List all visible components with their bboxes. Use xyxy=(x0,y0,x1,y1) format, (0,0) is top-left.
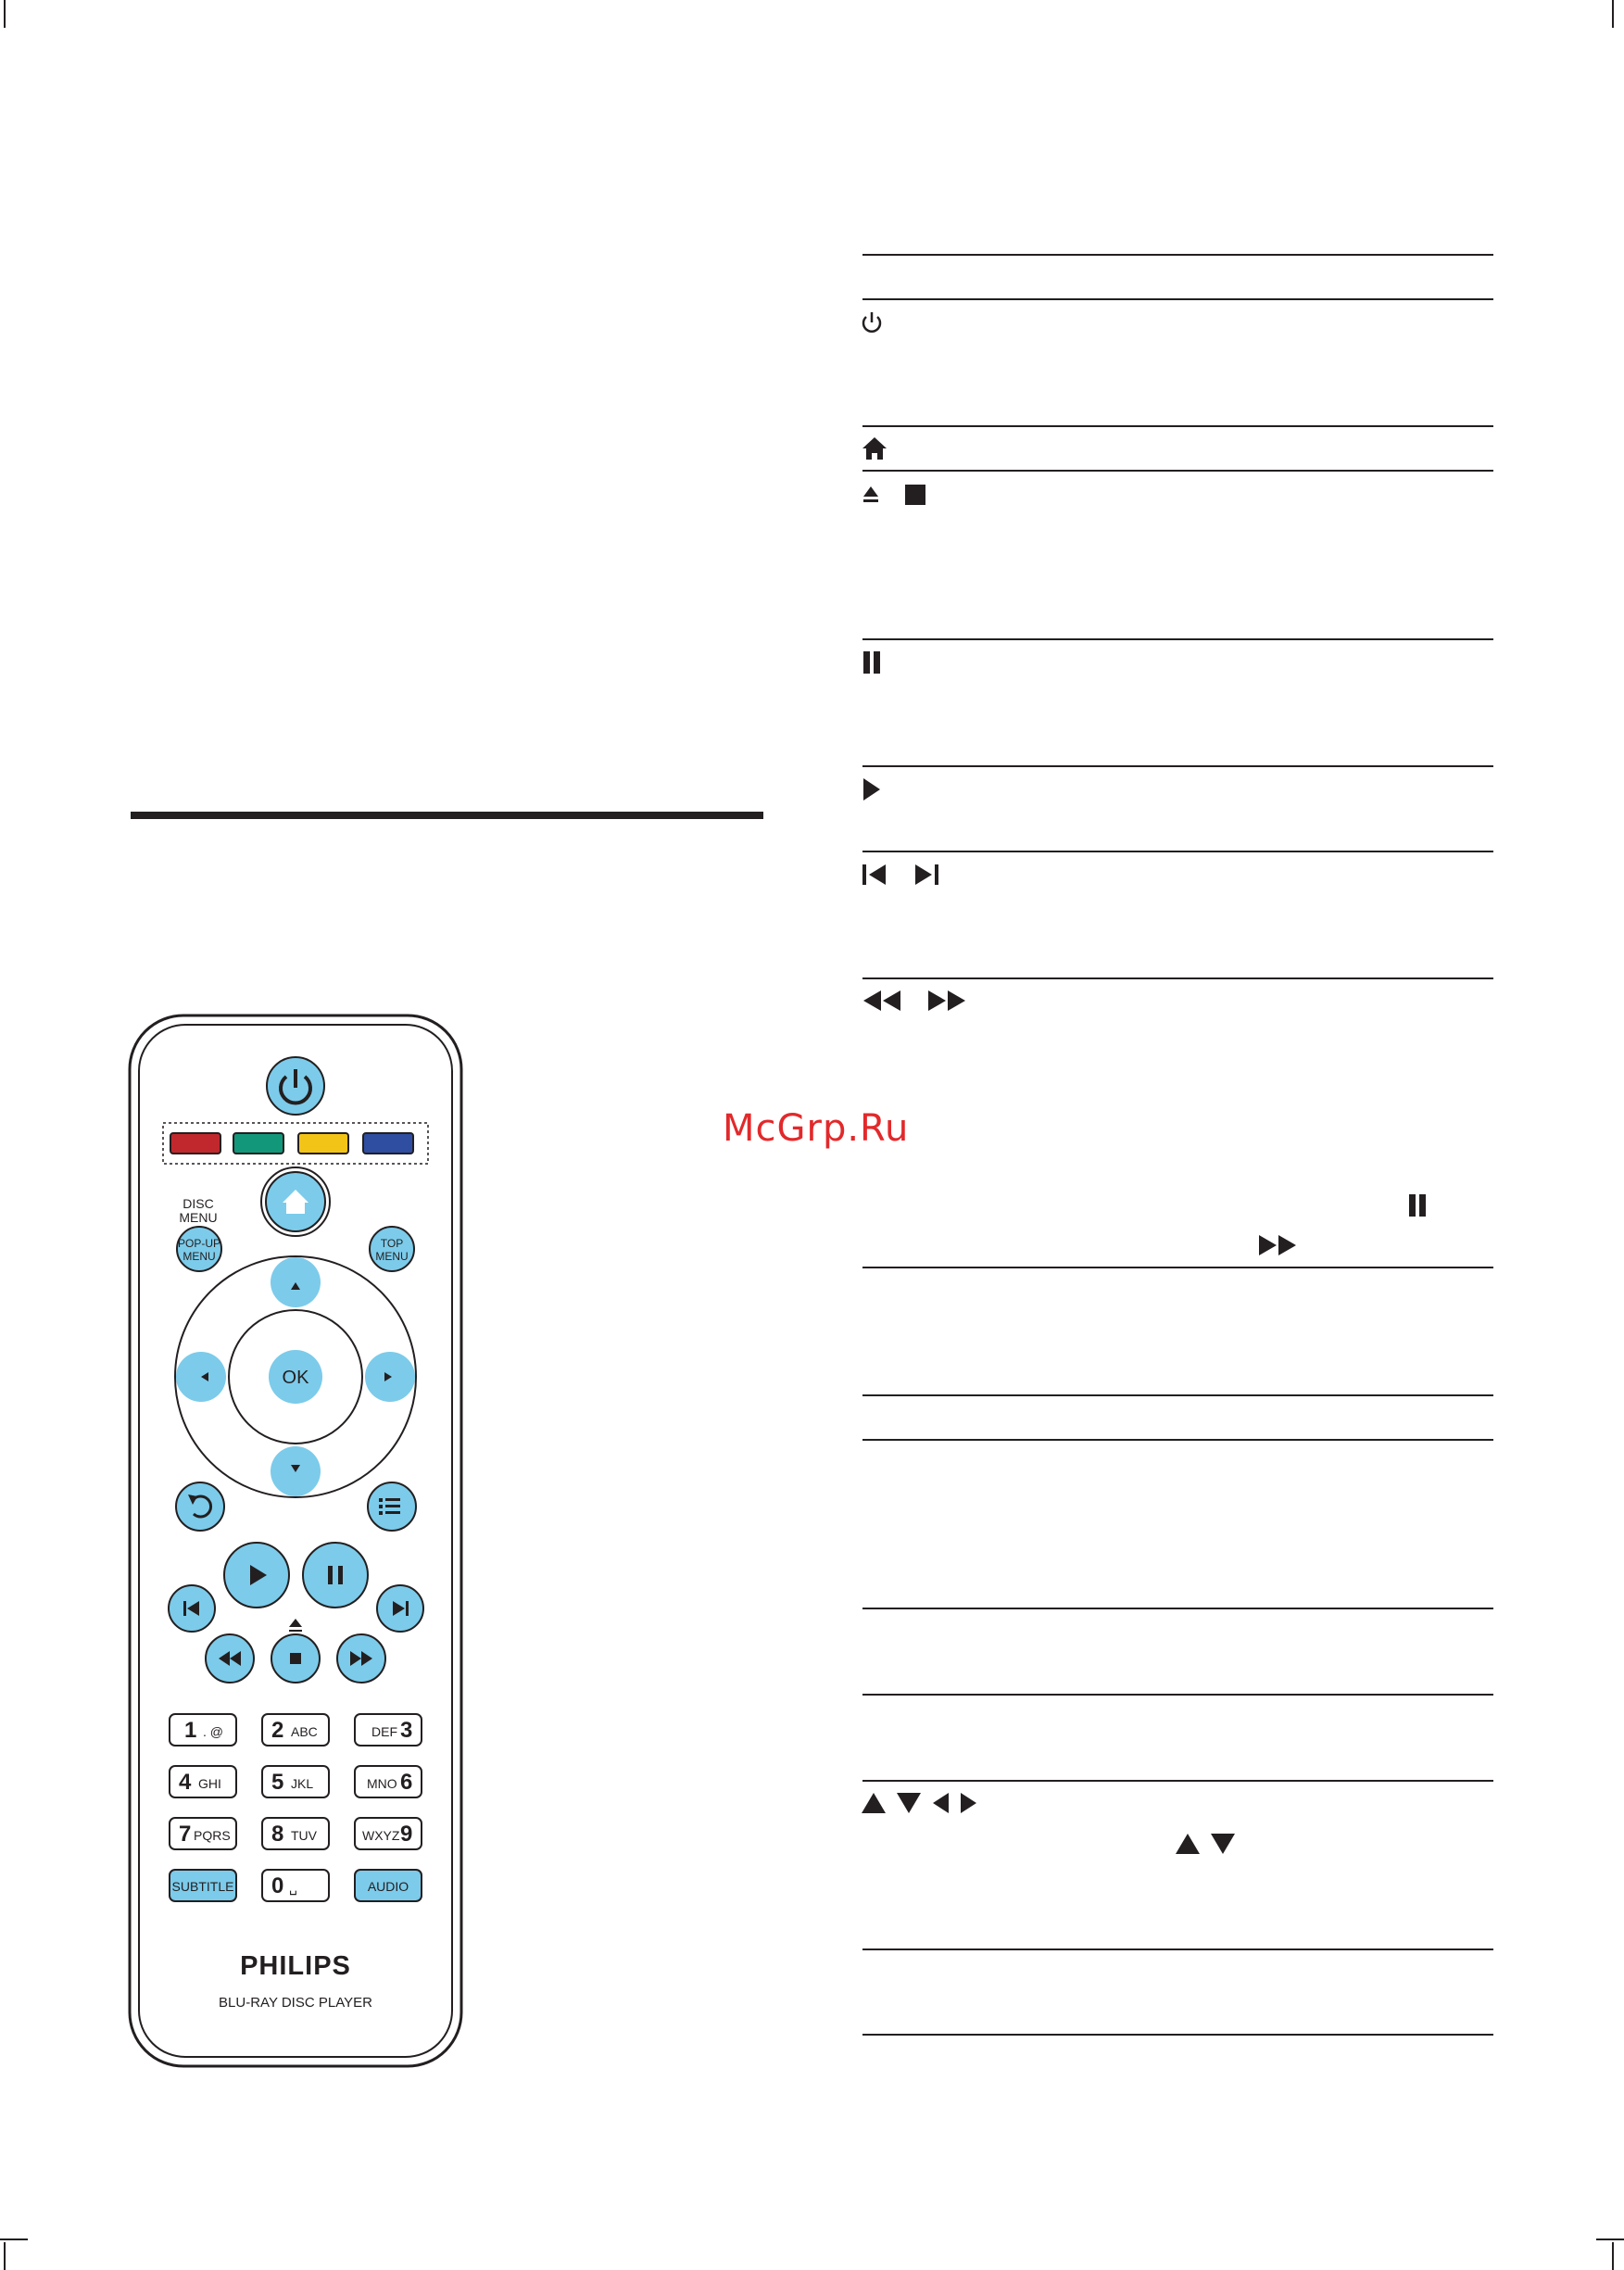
key-letters: PQRS xyxy=(194,1828,231,1843)
fast-forward-icon xyxy=(925,988,969,1014)
down-icon xyxy=(1209,1831,1237,1857)
previous-button[interactable] xyxy=(169,1585,215,1632)
key-number: 4 xyxy=(179,1770,192,1795)
table-rule xyxy=(862,977,1493,979)
blue-key[interactable] xyxy=(363,1133,413,1154)
fast-forward-icon xyxy=(1255,1232,1300,1258)
table-rule xyxy=(862,1394,1493,1396)
nav-down-button[interactable] xyxy=(271,1446,321,1496)
table-rule xyxy=(862,765,1493,767)
nav-up-button[interactable] xyxy=(271,1257,321,1307)
key-number: 0 xyxy=(271,1873,284,1898)
pause-button[interactable] xyxy=(303,1543,368,1608)
key-0[interactable] xyxy=(262,1870,329,1901)
disc-menu-label: DISC xyxy=(183,1196,214,1211)
popup-menu-label: POP-UP xyxy=(177,1237,221,1250)
key-3[interactable] xyxy=(355,1714,422,1746)
crop-mark xyxy=(4,0,6,28)
table-rule xyxy=(862,1267,1493,1268)
section-heading-rule xyxy=(131,812,763,819)
next-icon xyxy=(913,862,942,888)
down-icon xyxy=(895,1790,923,1816)
key-letters: JKL xyxy=(291,1776,314,1791)
stop-button[interactable] xyxy=(271,1634,320,1683)
nav-left-button[interactable] xyxy=(176,1352,226,1402)
play-icon xyxy=(860,776,884,802)
rewind-button[interactable] xyxy=(206,1634,254,1683)
play-button[interactable] xyxy=(224,1543,289,1608)
table-rule xyxy=(862,1780,1493,1782)
home-icon xyxy=(860,435,889,461)
rewind-icon xyxy=(860,988,904,1014)
model-label: BLU-RAY DISC PLAYER xyxy=(219,1995,372,2011)
yellow-key[interactable] xyxy=(298,1133,348,1154)
table-rule xyxy=(862,2034,1493,2036)
table-rule xyxy=(862,638,1493,640)
crop-mark xyxy=(0,2238,28,2240)
nav-right-button[interactable] xyxy=(365,1352,415,1402)
table-rule xyxy=(862,1694,1493,1696)
key-letters: MNO xyxy=(367,1776,397,1791)
key-5[interactable] xyxy=(262,1766,329,1797)
previous-icon xyxy=(860,862,889,888)
fast-forward-button[interactable] xyxy=(337,1634,385,1683)
key-number: 6 xyxy=(400,1770,413,1795)
pause-icon xyxy=(860,649,886,675)
popup-menu-label: MENU xyxy=(183,1250,216,1263)
next-button[interactable] xyxy=(377,1585,423,1632)
ok-label: OK xyxy=(282,1368,309,1388)
key-number: 8 xyxy=(271,1822,284,1847)
stop-icon xyxy=(903,483,927,507)
left-icon xyxy=(930,1790,952,1816)
table-rule xyxy=(862,1948,1493,1950)
pause-icon xyxy=(1405,1192,1431,1218)
key-number: 7 xyxy=(179,1822,192,1847)
back-button[interactable] xyxy=(176,1482,224,1531)
key-7[interactable] xyxy=(170,1818,236,1849)
ok-button[interactable] xyxy=(269,1350,322,1404)
table-rule xyxy=(862,851,1493,852)
key-number: 3 xyxy=(400,1718,413,1743)
red-key[interactable] xyxy=(170,1133,220,1154)
crop-mark xyxy=(1612,2242,1614,2270)
audio-button[interactable] xyxy=(355,1870,422,1901)
eject-icon xyxy=(860,482,882,508)
key-letters: . @ xyxy=(203,1724,223,1739)
audio-label: AUDIO xyxy=(367,1879,409,1894)
key-number: 5 xyxy=(271,1770,284,1795)
key-letters: ABC xyxy=(291,1724,318,1739)
remote-power-button[interactable] xyxy=(267,1057,324,1115)
power-icon xyxy=(860,309,884,335)
table-rule xyxy=(862,470,1493,472)
key-letters: GHI xyxy=(198,1776,221,1791)
key-number: 2 xyxy=(271,1718,284,1743)
key-9[interactable] xyxy=(355,1818,422,1849)
green-key[interactable] xyxy=(233,1133,283,1154)
top-menu-button[interactable] xyxy=(370,1227,414,1271)
key-8[interactable] xyxy=(262,1818,329,1849)
subtitle-button[interactable] xyxy=(170,1870,236,1901)
top-menu-label: MENU xyxy=(375,1250,409,1263)
brand-logo: PHILIPS xyxy=(240,1951,351,1981)
disc-menu-label: MENU xyxy=(179,1210,218,1225)
crop-mark xyxy=(1612,0,1614,28)
key-number: 1 xyxy=(184,1718,197,1743)
table-rule xyxy=(862,254,1493,256)
up-icon xyxy=(1174,1831,1202,1857)
table-rule xyxy=(862,298,1493,300)
table-rule xyxy=(862,1439,1493,1441)
table-rule xyxy=(862,1608,1493,1609)
right-icon xyxy=(957,1790,979,1816)
subtitle-label: SUBTITLE xyxy=(171,1879,234,1894)
key-letters: WXYZ xyxy=(362,1828,400,1843)
key-4[interactable] xyxy=(170,1766,236,1797)
key-2[interactable] xyxy=(262,1714,329,1746)
table-rule xyxy=(862,425,1493,427)
options-button[interactable] xyxy=(368,1482,416,1531)
remote-control-illustration xyxy=(126,1012,465,2070)
key-6[interactable] xyxy=(355,1766,422,1797)
key-letters: DEF xyxy=(371,1724,397,1739)
key-1[interactable] xyxy=(170,1714,236,1746)
watermark: McGrp.Ru xyxy=(723,1107,910,1150)
remote-home-button[interactable] xyxy=(261,1167,330,1236)
key-letters: ␣ xyxy=(289,1880,297,1895)
key-letters: TUV xyxy=(291,1828,317,1843)
crop-mark xyxy=(1596,2238,1624,2240)
popup-menu-button[interactable] xyxy=(177,1227,221,1271)
crop-mark xyxy=(4,2242,6,2270)
key-number: 9 xyxy=(400,1822,413,1847)
up-icon xyxy=(860,1790,888,1816)
top-menu-label: TOP xyxy=(380,1237,404,1250)
